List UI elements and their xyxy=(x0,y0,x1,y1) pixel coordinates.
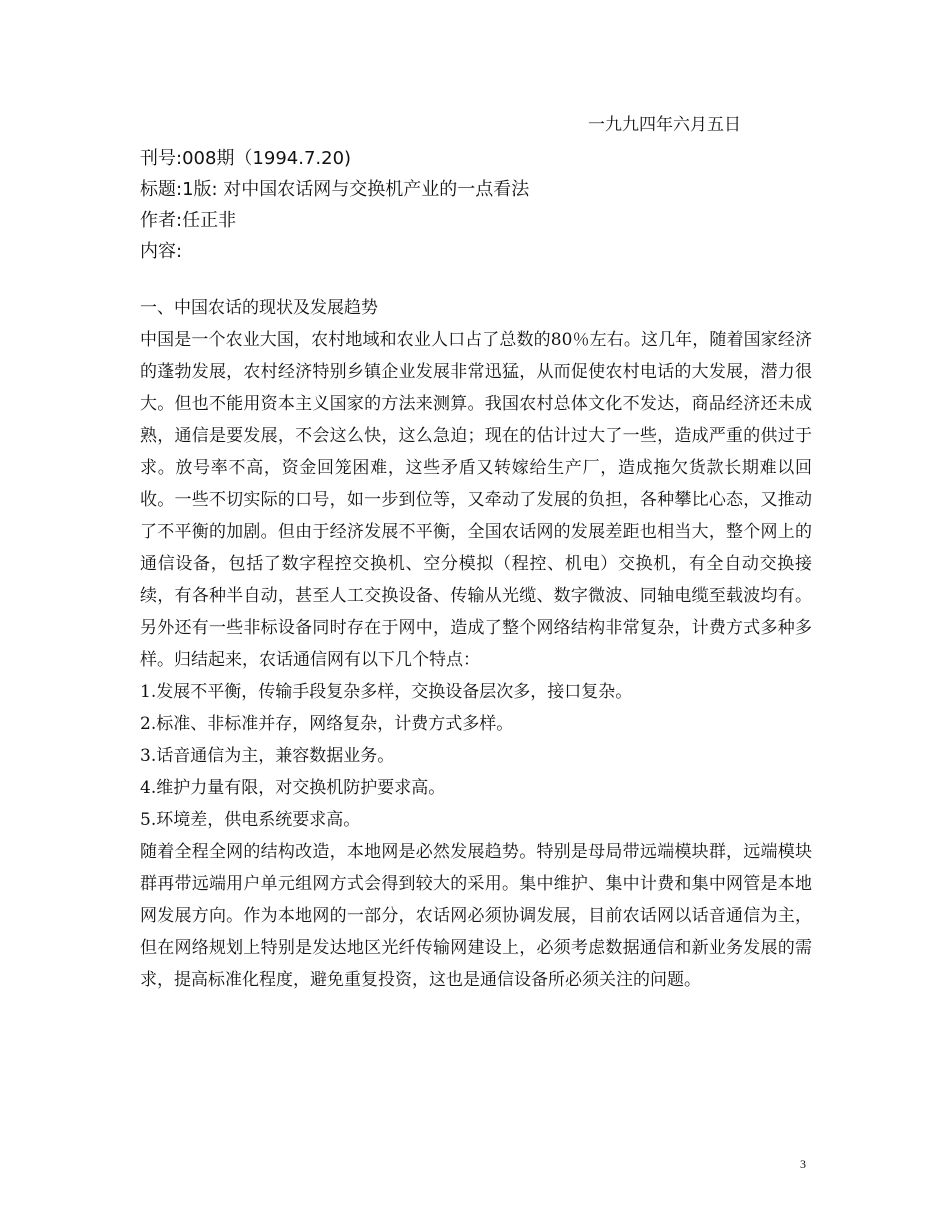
page-number: 3 xyxy=(800,1157,806,1171)
feature-item-1: 1.发展不平衡，传输手段复杂多样，交换设备层次多，接口复杂。 xyxy=(140,682,633,702)
article-title: 标题:1版: 对中国农话网与交换机产业的一点看法 xyxy=(140,179,530,200)
document-date: 一九九四年六月五日 xyxy=(588,115,741,135)
feature-item-2: 2.标准、非标准并存，网络复杂，计费方式多样。 xyxy=(140,714,514,734)
article-author: 作者:任正非 xyxy=(140,210,237,231)
paragraph-overview: 中国是一个农业大国，农村地域和农业人口占了总数的80％左右。这几年，随着国家经济的蓬勃发展，农村经济特别乡镇企业发展非常迅猛，从而促使农村电话的大发展，潜力很大。但也不能用资本主义国家的方法来测算。我国农村总体文化不发达，商品经济还未成熟，通信是要发展，不会这么快，这么急迫；现在的估计过大了一些，造成严重的供过于求。放号率不高，资金回笼困难，这些矛盾又转嫁给生产厂，造成拖欠货款长期难以回收。一些不切实际的口号，如一步到位等，又牵动了发展的负担，各种攀比心态，又推动了不平衡的加剧。但由于经济发展不平衡，全国农话网的发展差距也相当大，整个网上的通信设备，包括了数字程控交换机、空分模拟（程控、机电）交换机，有全自动交换接续，有各种半自动，甚至人工交换设备、传输从光缆、数字微波、同轴电缆至载波均有。另外还有一些非标设备同时存在于网中，造成了整个网络结构非常复杂，计费方式多种多样。归结起来，农话通信网有以下几个特点： xyxy=(140,330,812,670)
issue-number: 刊号:008期（1994.7.20) xyxy=(140,148,352,169)
article-header xyxy=(140,143,820,267)
article-body xyxy=(140,292,812,996)
section-title: 一、中国农话的现状及发展趋势 xyxy=(140,298,378,318)
feature-item-3: 3.话音通信为主，兼容数据业务。 xyxy=(140,746,395,766)
feature-item-4: 4.维护力量有限，对交换机防护要求高。 xyxy=(140,778,446,798)
paragraph-trend: 随着全程全网的结构改造，本地网是必然发展趋势。特别是母局带远端模块群，远端模块群再带远端用户单元组网方式会得到较大的采用。集中维护、集中计费和集中网管是本地网发展方向。作为本地网的一部分，农话网必须协调发展，目前农话网以话音通信为主，但在网络规划上特别是发达地区光纤传输网建设上，必须考虑数据通信和新业务发展的需求，提高标准化程度，避免重复投资，这也是通信设备所必须关注的问题。 xyxy=(140,842,812,990)
feature-item-5: 5.环境差，供电系统要求高。 xyxy=(140,810,361,830)
content-label: 内容: xyxy=(140,241,183,262)
